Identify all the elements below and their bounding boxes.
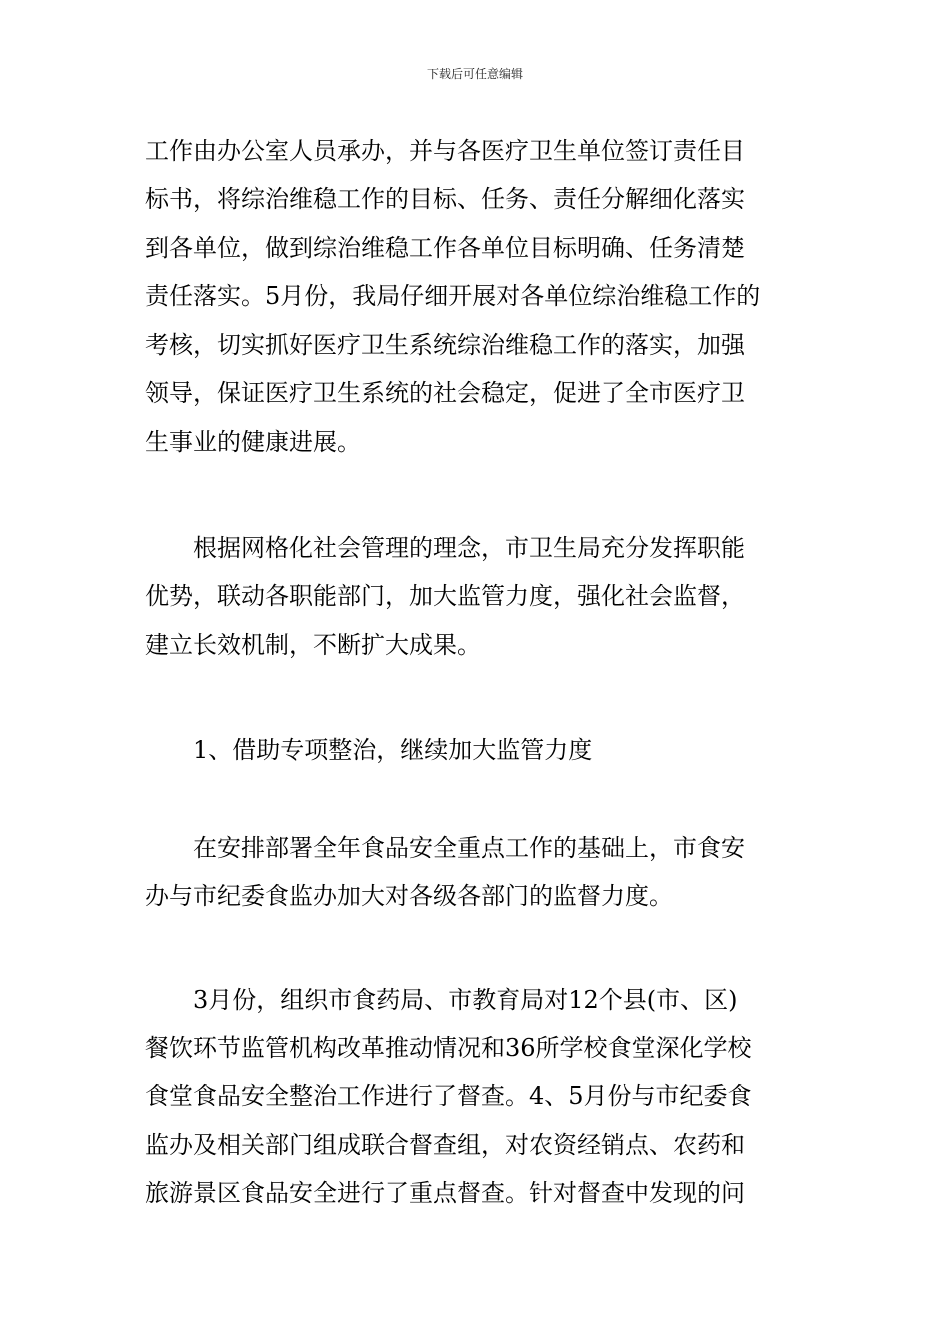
text-line: 办与市纪委食监办加大对各级各部门的监督力度。 bbox=[145, 882, 673, 910]
text-line: 工作由办公室人员承办，并与各医疗卫生单位签订责任目 bbox=[145, 137, 745, 165]
text-line: 考核，切实抓好医疗卫生系统综治维稳工作的落实，加强 bbox=[145, 331, 745, 359]
text-line: 3月份，组织市食药局、市教育局对12个县(市、区) bbox=[193, 986, 738, 1014]
text-line: 建立长效机制，不断扩大成果。 bbox=[145, 631, 481, 659]
page-header: 下载后可任意编辑 bbox=[426, 67, 523, 81]
text-line: 1、借助专项整治，继续加大监管力度 bbox=[193, 736, 593, 764]
text-line: 标书，将综治维稳工作的目标、任务、责任分解细化落实 bbox=[145, 185, 745, 213]
text-line: 责任落实。5月份，我局仔细开展对各单位综治维稳工作的 bbox=[145, 282, 761, 310]
text-line: 优势，联动各职能部门，加大监管力度，强化社会监督， bbox=[145, 582, 745, 610]
text-line: 根据网格化社会管理的理念，市卫生局充分发挥职能 bbox=[193, 534, 745, 562]
text-line: 在安排部署全年食品安全重点工作的基础上，市食安 bbox=[193, 834, 745, 862]
text-line: 餐饮环节监管机构改革推动情况和36所学校食堂深化学校 bbox=[145, 1034, 752, 1062]
text-line: 旅游景区食品安全进行了重点督查。针对督查中发现的问 bbox=[145, 1179, 745, 1207]
text-line: 监办及相关部门组成联合督查组，对农资经销点、农药和 bbox=[145, 1131, 745, 1159]
text-line: 生事业的健康进展。 bbox=[145, 428, 361, 456]
text-line: 食堂食品安全整治工作进行了督查。4、5月份与市纪委食 bbox=[145, 1082, 752, 1110]
text-line: 领导，保证医疗卫生系统的社会稳定，促进了全市医疗卫 bbox=[145, 379, 745, 407]
text-line: 到各单位，做到综治维稳工作各单位目标明确、任务清楚 bbox=[145, 234, 745, 262]
